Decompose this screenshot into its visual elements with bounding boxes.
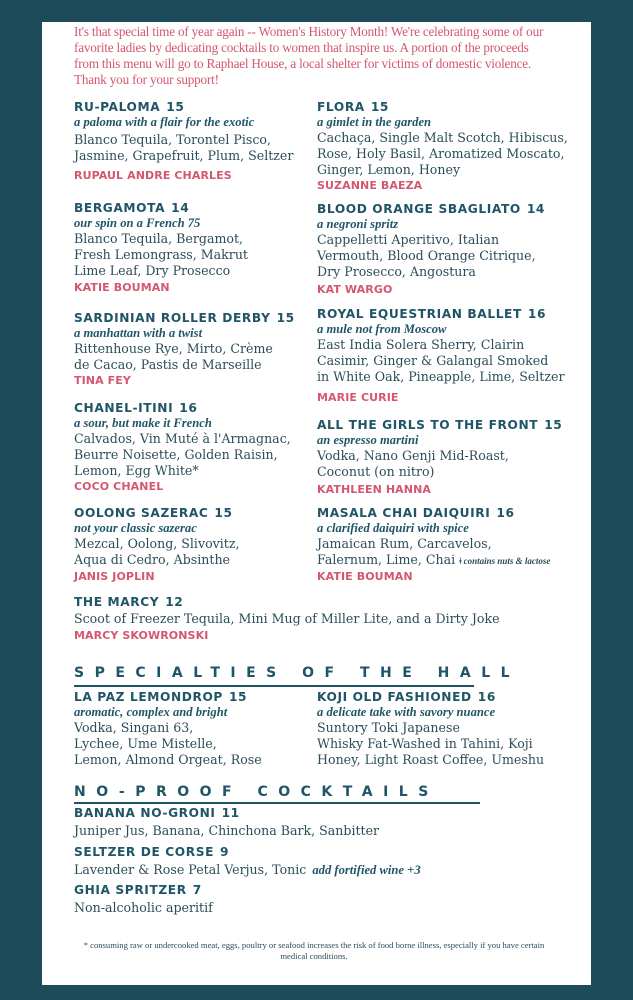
- cocktail-name: GHIA SPRITZER: [74, 883, 187, 897]
- cocktail-credit: KATIE BOUMAN: [74, 281, 170, 294]
- no-proof-seltzer-de-corse: [74, 844, 421, 878]
- cocktail-ingredients: Cachaça, Single Malt Scotch, Hibiscus, Rose, Holy Basil, Aromatized Moscato, Ginger, Lemon, Honey: [317, 130, 568, 177]
- cocktail-name: BERGAMOTA: [74, 201, 166, 215]
- cocktail-title: [74, 310, 295, 326]
- section-heading-no-proof: NO-PROOF COCKTAILS: [74, 784, 439, 800]
- cocktail-price: 16: [179, 401, 198, 415]
- section-divider: [74, 685, 474, 687]
- cocktail-tagline: aromatic, complex and bright: [74, 705, 228, 719]
- cocktail-credit: KAT WARGO: [317, 283, 393, 296]
- cocktail-tagline: a paloma with a flair for the exotic: [74, 115, 255, 129]
- cocktail-tagline: an espresso martini: [317, 433, 419, 447]
- cocktail-name: RU-PALOMA: [74, 100, 161, 114]
- cocktail-tagline: a clarified daiquiri with spice: [317, 521, 469, 535]
- cocktail-credit: KATHLEEN HANNA: [317, 483, 432, 496]
- cocktail-credit: MARIE CURIE: [317, 391, 399, 404]
- cocktail-credit: COCO CHANEL: [74, 480, 164, 493]
- cocktail-sardinian-roller-derby: [74, 310, 295, 389]
- cocktail-ingredients: Blanco Tequila, Bergamot, Fresh Lemongrass, Makrut Lime Leaf, Dry Prosecco: [74, 231, 248, 278]
- cocktail-title: [74, 882, 213, 898]
- cocktail-tagline: our spin on a French 75: [74, 216, 201, 230]
- cocktail-title: [317, 306, 564, 322]
- cocktail-chanel-itini: [74, 400, 291, 495]
- cocktail-ingredients: Vodka, Singani 63, Lychee, Ume Mistelle, Lemon, Almond Orgeat, Rose: [74, 720, 262, 767]
- section-divider: [74, 802, 480, 804]
- cocktail-all-the-girls-to-the-front: [317, 417, 562, 498]
- cocktail-name: MASALA CHAI DAIQUIRI: [317, 506, 491, 520]
- cocktail-ingredients: [317, 536, 550, 569]
- cocktail-name: THE MARCY: [74, 595, 160, 609]
- cocktail-tagline: a gimlet in the garden: [317, 115, 432, 129]
- cocktail-ingredients: Blanco Tequila, Torontel Pisco, Jasmine, Grapefruit, Plum, Seltzer: [74, 132, 294, 163]
- cocktail-title: [74, 594, 500, 610]
- cocktail-title: [74, 505, 240, 521]
- cocktail-ingredients: Scoot of Freezer Tequila, Mini Mug of Miller Lite, and a Dirty Joke: [74, 611, 500, 626]
- addon-option: add fortified wine +3: [312, 863, 421, 877]
- cocktail-name: ALL THE GIRLS TO THE FRONT: [317, 418, 539, 432]
- cocktail-name: OOLONG SAZERAC: [74, 506, 209, 520]
- cocktail-ingredients: East India Solera Sherry, Clairin Casimir, Ginger & Galangal Smoked in White Oak, Pineapple, Lime, Seltzer: [317, 337, 565, 384]
- cocktail-tagline: not your classic sazerac: [74, 521, 197, 535]
- cocktail-tagline: a mule not from Moscow: [317, 322, 447, 336]
- cocktail-title: [317, 417, 562, 433]
- allergen-note: ǂ contains nuts & lactose: [459, 556, 551, 566]
- cocktail-credit: RUPAUL ANDRE CHARLES: [74, 169, 232, 182]
- cocktail-title: [317, 201, 545, 217]
- no-proof-banana-no-groni: [74, 805, 379, 839]
- cocktail-name: LA PAZ LEMONDROP: [74, 690, 223, 704]
- cocktail-price: 15: [370, 100, 390, 114]
- cocktail-tagline: a sour, but make it French: [74, 416, 212, 430]
- cocktail-masala-chai-daiquiri: [317, 505, 550, 585]
- cocktail-price: 14: [526, 202, 545, 216]
- cocktail-credit: KATIE BOUMAN: [317, 570, 413, 583]
- no-proof-ghia-spritzer: [74, 882, 213, 916]
- cocktail-ingredients: Non-alcoholic aperitif: [74, 900, 213, 915]
- cocktail-ingredients: Vodka, Nano Genji Mid-Roast, Coconut (on nitro): [317, 448, 509, 479]
- cocktail-title: [74, 844, 421, 860]
- cocktail-title: [317, 505, 550, 521]
- cocktail-blood-orange-sbagliato: [317, 201, 545, 298]
- cocktail-ingredients: Suntory Toki Japanese Whisky Fat-Washed in Tahini, Koji Honey, Light Roast Coffee, Umeshu: [317, 720, 545, 767]
- specialty-la-paz-lemondrop: [74, 689, 262, 768]
- cocktail-bergamota: [74, 200, 248, 296]
- cocktail-tagline: a delicate take with savory nuance: [317, 705, 496, 719]
- cocktail-price: 14: [171, 201, 190, 215]
- cocktail-price: 15: [276, 311, 295, 325]
- cocktail-name: CHANEL-ITINI: [74, 401, 174, 415]
- cocktail-title: [74, 805, 379, 821]
- cocktail-title: [74, 689, 262, 705]
- cocktail-ingredients: Calvados, Vin Muté à l'Armagnac, Beurre Noisette, Golden Raisin, Lemon, Egg White*: [74, 431, 291, 478]
- cocktail-name: SELTZER DE CORSE: [74, 845, 215, 859]
- cocktail-ingredients: Cappelletti Aperitivo, Italian Vermouth, Blood Orange Citrique, Dry Prosecco, Angostura: [317, 232, 536, 279]
- cocktail-ingredients: [74, 862, 421, 878]
- cocktail-name: BANANA NO-GRONI: [74, 806, 216, 820]
- cocktail-tagline: a negroni spritz: [317, 217, 399, 231]
- cocktail-ingredients: Mezcal, Oolong, Slivovitz, Aqua di Cedro, Absinthe: [74, 536, 240, 567]
- cocktail-price: 11: [221, 806, 240, 820]
- cocktail-ingredients: Rittenhouse Rye, Mirto, Crème de Cacao, Pastis de Marseille: [74, 341, 273, 372]
- specialty-koji-old-fashioned: [317, 689, 544, 768]
- intro-text: It's that special time of year again -- Women's History Month! We're celebrating some of our favorite ladies by dedicating cocktails to women that inspire us. A portion of the proceeds from this menu will go to Raphael House, a local shelter for victims of domestic violence. Thank you for your support!: [74, 24, 544, 87]
- cocktail-credit: MARCY SKOWRONSKI: [74, 629, 209, 642]
- cocktail-name: FLORA: [317, 100, 365, 114]
- cocktail-price: 12: [165, 595, 184, 609]
- cocktail-name: KOJI OLD FASHIONED: [317, 690, 472, 704]
- cocktail-title: [317, 689, 544, 705]
- cocktail-title: [74, 99, 293, 115]
- cocktail-credit: SUZANNE BAEZA: [317, 179, 423, 192]
- cocktail-price: 7: [192, 883, 202, 897]
- cocktail-ru-paloma: [74, 99, 293, 184]
- cocktail-name: SARDINIAN ROLLER DERBY: [74, 311, 271, 325]
- cocktail-royal-equestrian-ballet: [317, 306, 564, 406]
- cocktail-price: 15: [228, 690, 248, 704]
- health-disclaimer: * consuming raw or undercooked meat, eggs, poultry or seafood increases the risk of food borne illness, especially if you have certain medical conditions.: [83, 940, 545, 961]
- cocktail-price: 16: [496, 506, 515, 520]
- cocktail-credit: JANIS JOPLIN: [74, 570, 155, 583]
- cocktail-price: 15: [544, 418, 563, 432]
- cocktail-credit: TINA FEY: [74, 374, 131, 387]
- cocktail-title: [74, 400, 291, 416]
- section-heading-specialties: SPECIALTIES OF THE HALL: [74, 665, 521, 681]
- cocktail-price: 9: [220, 845, 230, 859]
- ingredients-text: Lavender & Rose Petal Verjus, Tonic: [74, 862, 307, 877]
- cocktail-price: 16: [477, 690, 496, 704]
- cocktail-price: 15: [214, 506, 233, 520]
- cocktail-oolong-sazerac: [74, 505, 240, 585]
- cocktail-title: [317, 99, 568, 115]
- cocktail-title: [74, 200, 248, 216]
- cocktail-ingredients: Juniper Jus, Banana, Chinchona Bark, Sanbitter: [74, 823, 380, 838]
- cocktail-name: BLOOD ORANGE SBAGLIATO: [317, 202, 521, 216]
- cocktail-price: 15: [166, 100, 185, 114]
- cocktail-the-marcy: [74, 594, 500, 644]
- cocktail-name: ROYAL EQUESTRIAN BALLET: [317, 307, 522, 321]
- cocktail-tagline: a manhattan with a twist: [74, 326, 203, 340]
- cocktail-price: 16: [527, 307, 547, 321]
- ingredients-text: Jamaican Rum, Carcavelos, Falernum, Lime, Chai: [317, 536, 492, 567]
- cocktail-flora: [317, 99, 568, 194]
